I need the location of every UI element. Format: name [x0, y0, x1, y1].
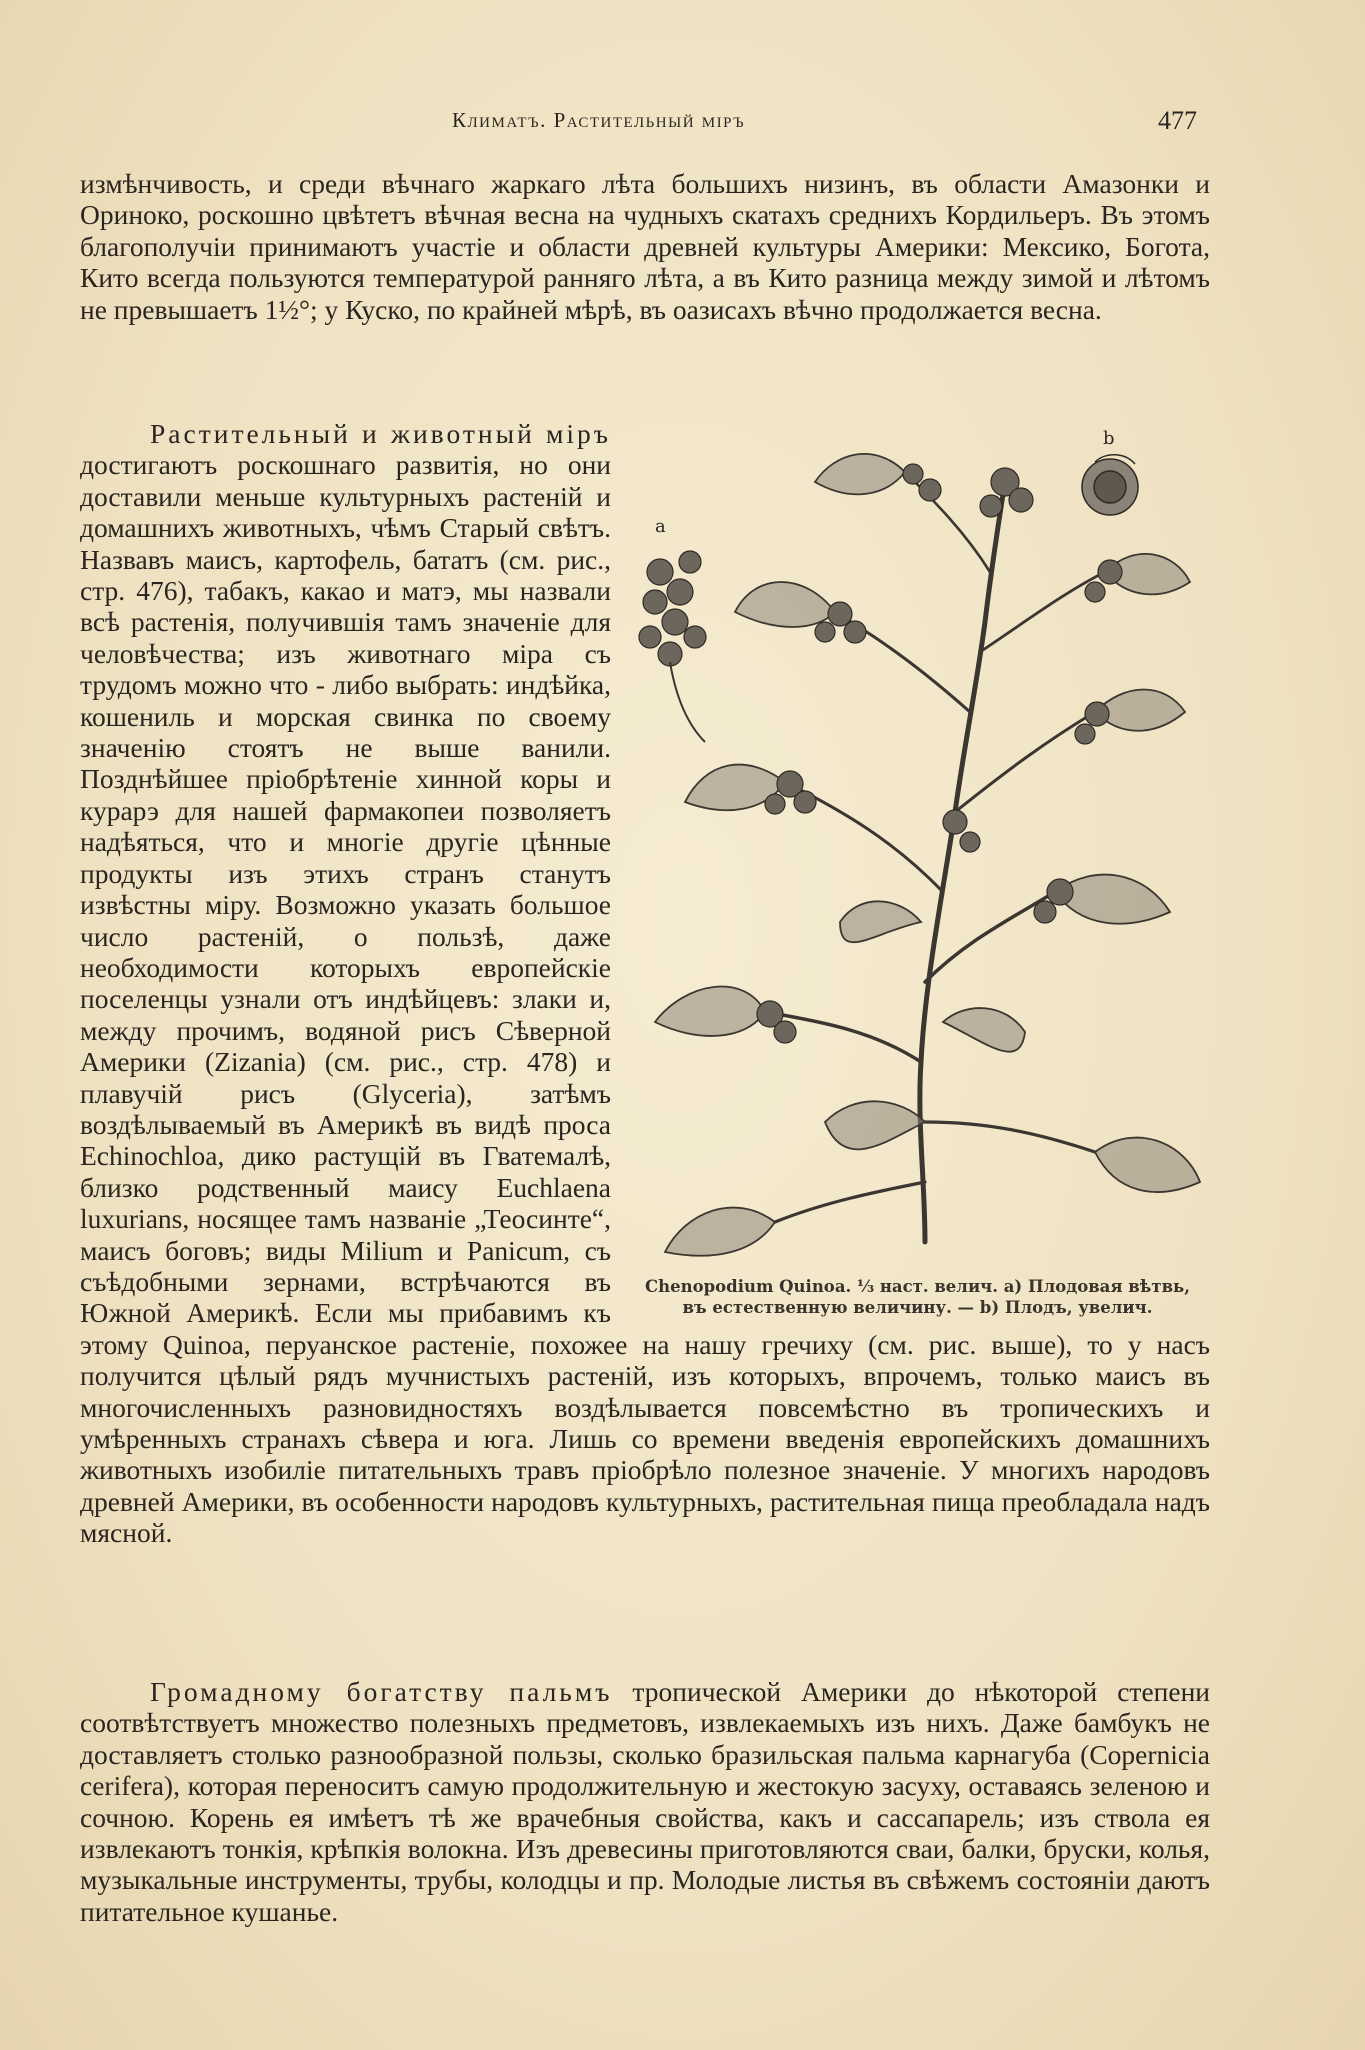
paragraph-3-text [80, 1676, 1210, 1927]
figure-caption [625, 1276, 1210, 1318]
figure-label-a: a [655, 516, 666, 537]
paragraph-2-body: достигаютъ роскошнаго развитія, но они доставили меньше культурныхъ растеній и домашнихъ животныхъ, чѣмъ Старый свѣтъ. Назвавъ маисъ, картофель, бататъ (см. рис., стр. 476), табакъ, какао и матэ, мы назвали всѣ растенія, получившія тамъ значеніе для человѣчества; изъ животнаго міра съ трудомъ можно что - либо выбрать: индѣйка, кошениль и морская свинка по своему значенію стоятъ не выше ванили. Позднѣйшее пріобрѣтеніе хинной коры и курарэ для нашей фармакопеи позволяетъ надѣяться, что и многіе другіе цѣнные продукты изъ этихъ странъ станутъ извѣстны міру. Возможно указать большое число растеній, о пользѣ, даже необходимости которыхъ европейскіе поселенцы узнали отъ индѣйцевъ: злаки и, между прочимъ, водяной рисъ Сѣверной Америки (Zizania) (см. рис., стр. 478) и плавучій рисъ (Glyceria), затѣмъ воздѣлываемый въ Америкѣ въ видѣ проса Echinochloa, дико растущій въ Гватемалѣ, близко родственный маису Euchlaena luxurians, носящее тамъ названіе „Теосинте“, маисъ боговъ; виды Milium и Panicum, съ съѣдобными зернами, встрѣчаются въ Южной Америкѣ. Если мы прибавимъ къ этому Quinoa, перуанское растеніе, похожее на нашу гречиху (см. рис. выше), то у насъ получится цѣлый рядъ мучнистыхъ растеній, изъ которыхъ, впрочемъ, только маисъ въ многочисленныхъ разновидностяхъ воздѣлывается повсемѣстно въ тропическихъ и умѣренныхъ странахъ сѣвера и юга. Лишь со времени введенія европейскихъ домашнихъ животныхъ изобиліе питательныхъ травъ пріобрѣло полезное значеніе. У многихъ народовъ древней Америки, въ особенности народовъ культурныхъ, растительная пища преобладала надъ мясной. [80, 449, 1210, 1549]
paragraph-2 [80, 418, 1210, 1549]
page-header [0, 108, 1365, 148]
paragraph-1-text: измѣнчивость, и среди вѣчнаго жаркаго лѣта большихъ низинъ, въ области Амазонки и Ориноко, роскошно цвѣтетъ вѣчная весна на чудныхъ скатахъ среднихъ Кордильеръ. Въ этомъ благополучіи принимаютъ участіе и области древней культуры Америки: Мексико, Богота, Кито всегда пользуются температурой ранняго лѣта, а въ Кито разница между зимой и лѣтомъ не превышаетъ 1½°; у Куско, по крайней мѣрѣ, въ оазисахъ вѣчно продолжается весна. [80, 168, 1210, 325]
figure-caption-line-2: въ естественную величину. — b) Плодъ, увелич. [682, 1298, 1153, 1317]
paragraph-3-lead: Громадному богатству пальмъ [150, 1676, 613, 1707]
quinoa-plant-illustration [625, 422, 1210, 1272]
figure-quinoa [625, 422, 1210, 1324]
paragraph-3 [80, 1676, 1210, 1927]
page-number: 477 [1158, 106, 1197, 135]
paragraph-2-lead: Растительный и животный міръ [150, 418, 611, 449]
paragraph-1 [80, 168, 1210, 325]
figure-caption-line-1: Chenopodium Quinoa. ⅓ наст. велич. a) Плодовая вѣтвь, [645, 1277, 1190, 1296]
figure-label-b: b [1103, 428, 1115, 449]
running-head: Климатъ. Растительный міръ [452, 108, 746, 132]
paragraph-3-body: тропической Америки до нѣкоторой степени соотвѣтствуетъ множество полезныхъ предметовъ, извлекаемыхъ изъ нихъ. Даже бамбукъ не доставляетъ столько разнообразной пользы, сколько бразильская пальма карнагуба (Copernicia cerifera), которая переноситъ самую продолжительную и жестокую засуху, оставаясь зеленою и сочною. Корень ея имѣетъ тѣ же врачебныя свойства, какъ и сассапарель; изъ ствола ея извлекаютъ тонкія, крѣпкія волокна. Изъ древесины приготовляются сваи, балки, бруски, колья, музыкальные инструменты, трубы, колодцы и пр. Молодые листья въ свѣжемъ состояніи даютъ питательное кушанье. [80, 1676, 1211, 1927]
